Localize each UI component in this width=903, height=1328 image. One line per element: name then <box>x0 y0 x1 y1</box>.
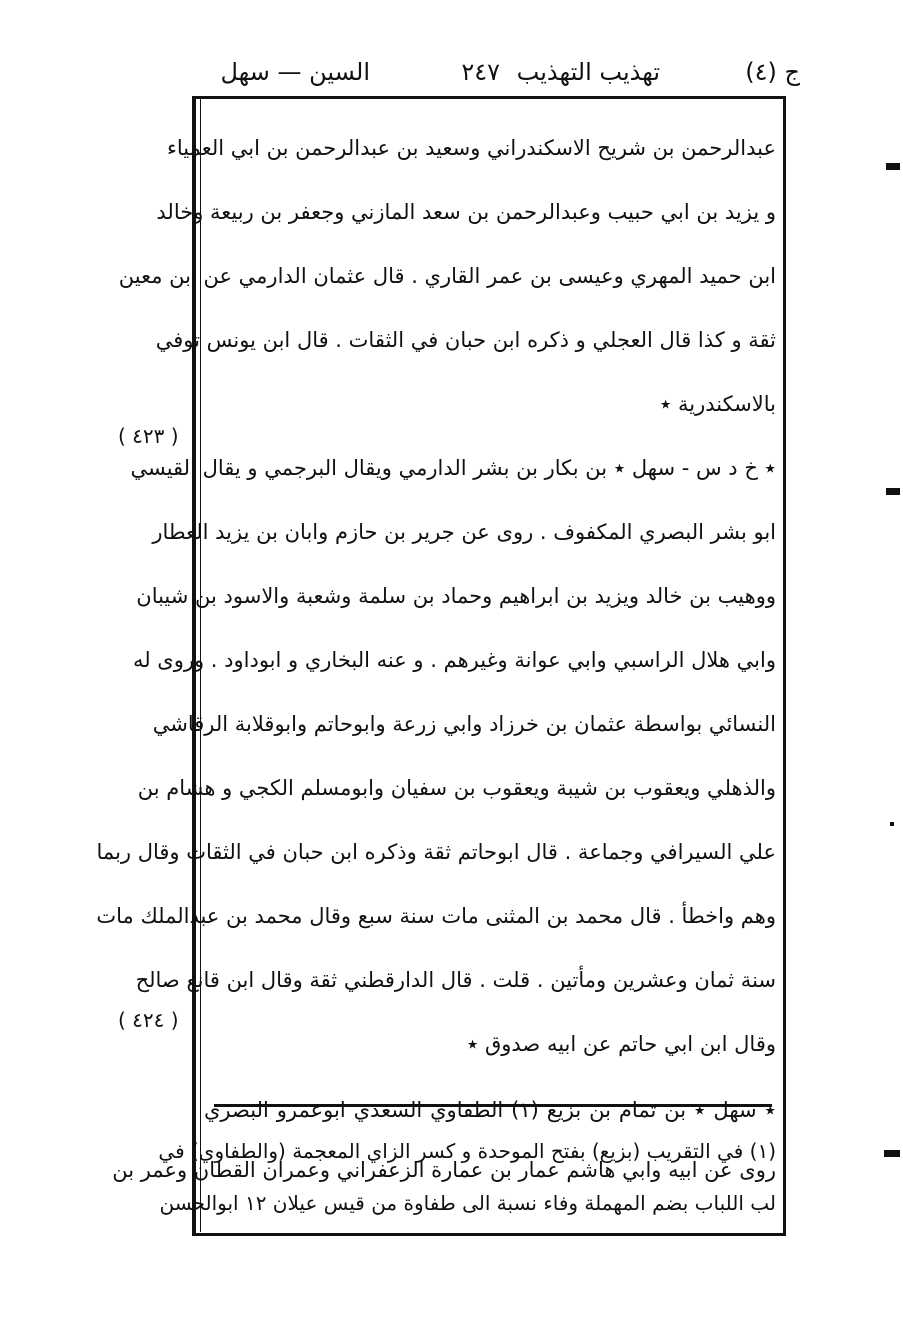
entry-number: ( ٤٢٣ ) <box>118 424 179 448</box>
text-line: وهم واخطأ . قال محمد بن المثنى مات سنة سبع وقال محمد بن عبدالملك مات <box>96 904 776 928</box>
volume-label: ج (٤) <box>745 58 800 86</box>
text-line: ابن حميد المهري وعيسى بن عمر القاري . قال عثمان الدارمي عن ابن معين <box>118 264 776 288</box>
page-header <box>178 52 800 92</box>
entry-number: ( ٤٢٤ ) <box>118 1008 179 1032</box>
text-line: ٭ خ د س - سهل ٭ بن بكار بن بشر الدارمي ويقال البرجمي و يقال القيسي <box>130 456 776 480</box>
text-line: و يزيد بن ابي حبيب وعبدالرحمن بن سعد المازني وجعفر بن ربيعة وخالد <box>156 200 776 224</box>
text-line: ابو بشر البصري المكفوف . روى عن جرير بن حازم وابان بن يزيد العطار <box>152 520 776 544</box>
text-line: وابي هلال الراسبي وابي عوانة وغيرهم . و عنه البخاري و ابوداود . وروى له <box>132 648 776 672</box>
page-number: ٢٤٧ <box>461 58 500 86</box>
text-line: ثقة و كذا قال العجلي و ذكره ابن حبان في الثقات . قال ابن يونس توفي <box>155 328 776 352</box>
footnote-line: (١) في التقريب (بزيع) بفتح الموحدة و كسر الزاي المعجمة (والطفاوي) في <box>158 1139 776 1163</box>
text-line: عبدالرحمن بن شريح الاسكندراني وسعيد بن عبدالرحمن بن ابي العمياء <box>167 136 776 160</box>
text-line: ووهيب بن خالد ويزيد بن ابراهيم وحماد بن سلمة وشعبة والاسود بن شيبان <box>136 584 776 608</box>
text-line: بالاسكندرية ٭ <box>659 392 776 416</box>
text-line: النسائي بواسطة عثمان بن خرزاد وابي زرعة وابوحاتم وابوقلابة الرقاشي <box>152 712 776 736</box>
margin-mark <box>890 822 894 826</box>
text-line: ٭ سهل ٭ بن تمام بن بزيع (١) الطفاوي السعدي ابوعمرو البصري <box>204 1098 776 1122</box>
footnote-divider <box>214 1104 772 1107</box>
margin-mark <box>884 1150 900 1157</box>
book-title: تهذيب التهذيب <box>516 58 660 86</box>
text-line: سنة ثمان وعشرين ومأتين . قلت . قال الدارقطني ثقة وقال ابن قانع صالح <box>135 968 776 992</box>
margin-mark <box>886 488 900 495</box>
text-line: والذهلي ويعقوب بن شيبة ويعقوب بن سفيان وابومسلم الكجي و هشام بن <box>137 776 776 800</box>
margin-mark <box>886 163 900 170</box>
text-line: علي السيرافي وجماعة . قال ابوحاتم ثقة وذكره ابن حبان في الثقات وقال ربما <box>96 840 776 864</box>
text-line: وقال ابن ابي حاتم عن ابيه صدوق ٭ <box>466 1032 776 1056</box>
section-title: السين — سهل <box>220 58 370 86</box>
footnote-line: لب اللباب بضم المهملة وفاء نسبة الى طفاوة من قيس عيلان ١٢ ابوالحسن <box>159 1191 776 1215</box>
text-line: روى عن ابيه وابي هاشم عمار بن عمارة الزعفراني وعمران القطان وعمر بن <box>112 1158 776 1182</box>
